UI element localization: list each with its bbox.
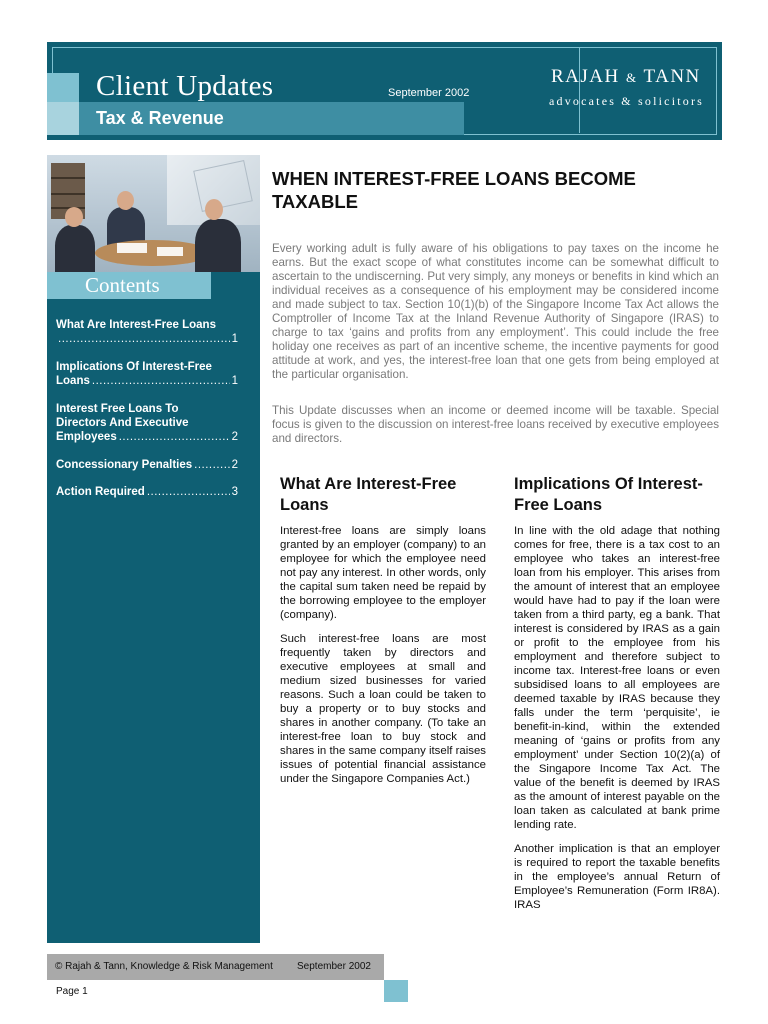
toc-leader-dots bbox=[147, 485, 230, 499]
photo-shelf-line bbox=[51, 193, 85, 195]
toc-leader-line bbox=[56, 332, 238, 346]
toc-leader-dots bbox=[194, 458, 229, 472]
photo-person bbox=[195, 219, 241, 275]
photo-paper bbox=[117, 243, 147, 253]
toc-item-label: Action Required bbox=[56, 486, 145, 498]
firm-logo bbox=[551, 66, 701, 88]
masthead-divider bbox=[579, 47, 580, 133]
photo-shelf-line bbox=[51, 177, 85, 179]
section-heading: Implications Of Interest-Free Loans bbox=[514, 475, 703, 514]
footer-accent-square bbox=[384, 980, 408, 1002]
masthead bbox=[47, 42, 722, 140]
toc-item[interactable] bbox=[56, 458, 238, 472]
issue-date: September 2002 bbox=[388, 87, 470, 99]
photo-head bbox=[65, 207, 83, 227]
contents-panel bbox=[47, 272, 260, 943]
page-number: Page 1 bbox=[56, 986, 88, 997]
intro-paragraph: Every working adult is fully aware of his obligations to pay taxes on the income he earns. But the exact scope of what constitutes income can be somewhat difficult to ascertain to the undiscerning. Put very simply, any moneys or benefits in kind which an individual receives as a consequence of his employment may be considered income and made subject to tax. Section 10(1)(b) of the Singapore Income Tax Act allows the Comptroller of Income Tax at the Inland Revenue Authority of Singapore (IRAS) to charge to tax ‘gains and profits from any employment’. This could include the free holiday one receives as part of an incentive scheme, the incentive payments for good attitude at work, and yes, the interest-free loan that one gets from being employed at the particular organisation. bbox=[272, 242, 719, 381]
meeting-photo bbox=[47, 155, 260, 275]
photo-paper bbox=[157, 247, 183, 256]
footer-bar bbox=[47, 954, 384, 980]
toc-item-label: Employees bbox=[56, 431, 117, 443]
toc-item[interactable] bbox=[56, 402, 238, 444]
toc-leader-dots bbox=[92, 374, 230, 388]
toc-leader-line bbox=[56, 374, 238, 388]
masthead-accent-square bbox=[47, 73, 79, 102]
toc-leader-line bbox=[56, 430, 238, 444]
toc-item-label: Implications Of Interest-Free bbox=[56, 361, 212, 373]
photo-head bbox=[117, 191, 134, 210]
toc-item[interactable] bbox=[56, 360, 238, 388]
body-paragraph: Interest-free loans are simply loans granted by an employer (company) to an employee for which the employee need not pay any interest. In other words, only the capital sum taken need be repaid by the borrowing employee to the employer (company). bbox=[280, 525, 486, 621]
toc-page-number: 1 bbox=[231, 333, 238, 345]
toc-page-number: 1 bbox=[231, 375, 238, 387]
contents-heading: Contents bbox=[85, 273, 160, 297]
toc-item[interactable] bbox=[56, 485, 238, 499]
toc-item-label: Interest Free Loans To bbox=[56, 403, 179, 415]
toc-item-label: Concessionary Penalties bbox=[56, 459, 193, 471]
photo-person bbox=[55, 225, 95, 275]
firm-name-second: TANN bbox=[643, 66, 701, 87]
toc-page-number: 2 bbox=[231, 459, 238, 471]
publication-title: Client Updates bbox=[96, 70, 274, 102]
intro-paragraph: This Update discusses when an income or deemed income will be taxable. Special focus is given to the discussion on interest-free loans received by executive employees and directors. bbox=[272, 404, 719, 445]
toc-item[interactable] bbox=[56, 318, 238, 346]
section-title: Tax & Revenue bbox=[96, 108, 224, 128]
article-column-left bbox=[280, 474, 486, 796]
toc-leader-line bbox=[56, 485, 238, 499]
firm-tagline: advocates & solicitors bbox=[549, 94, 705, 108]
section-heading: What Are Interest-Free Loans bbox=[280, 475, 457, 514]
photo-table bbox=[95, 240, 210, 266]
article-title: WHEN INTEREST-FREE LOANS BECOME TAXABLE bbox=[272, 168, 636, 212]
toc-page-number: 2 bbox=[231, 431, 238, 443]
article-column-right bbox=[514, 474, 720, 922]
toc-page-number: 3 bbox=[231, 486, 238, 498]
body-paragraph: Such interest-free loans are most frequently taken by directors and executive employees at small and medium sized businesses for varied reasons. Such a loan could be taken to buy a property or to buy stocks and shares in another company. (To take an interest-free loan to buy stock and shares in the same company itself raises issues of potential financial assistance under the Singapore Companies Act.) bbox=[280, 633, 486, 785]
toc-leader-dots bbox=[58, 332, 230, 346]
toc-leader-line bbox=[56, 458, 238, 472]
firm-name-first: RAJAH bbox=[551, 66, 620, 87]
body-paragraph: In line with the old adage that nothing comes for free, there is a tax cost to an employee who takes an interest-free loan from his employer. This arises from the amount of interest that an employee would have had to pay if the loan were taken from a third party, eg a bank. That interest is considered by IRAS as a gain or profit to the employee from his employment and therefore subject to income tax. Interest-free loans or even subsidised loans to all employees are deemed taxable by IRAS because they falls under the term ‘perquisite’, ie benefit-in-kind, within the extended meaning of ‘gains or profits from any employment’ under Section 10(2)(a) of the Singapore Income Tax Act. The value of the benefit is deemed by IRAS as the amount of interest payable on the loan taken as calculated at bank prime lending rate. bbox=[514, 525, 720, 831]
firm-ampersand: & bbox=[625, 70, 638, 85]
section-bar bbox=[79, 102, 464, 135]
footer-copyright: © Rajah & Tann, Knowledge & Risk Management bbox=[55, 961, 273, 972]
toc-item-label: Directors And Executive bbox=[56, 417, 189, 429]
toc-leader-dots bbox=[119, 430, 230, 444]
toc-item-label: Loans bbox=[56, 375, 90, 387]
footer-date: September 2002 bbox=[297, 961, 371, 972]
contents-tab bbox=[47, 272, 211, 299]
body-paragraph: Another implication is that an employer is required to report the taxable benefits in the employee’s annual Return of Employee’s Remuneration (Form IR8A). IRAS bbox=[514, 843, 720, 911]
photo-head bbox=[205, 199, 223, 220]
toc-item-label: What Are Interest-Free Loans bbox=[56, 319, 216, 331]
masthead-accent-square-lower bbox=[47, 102, 79, 135]
